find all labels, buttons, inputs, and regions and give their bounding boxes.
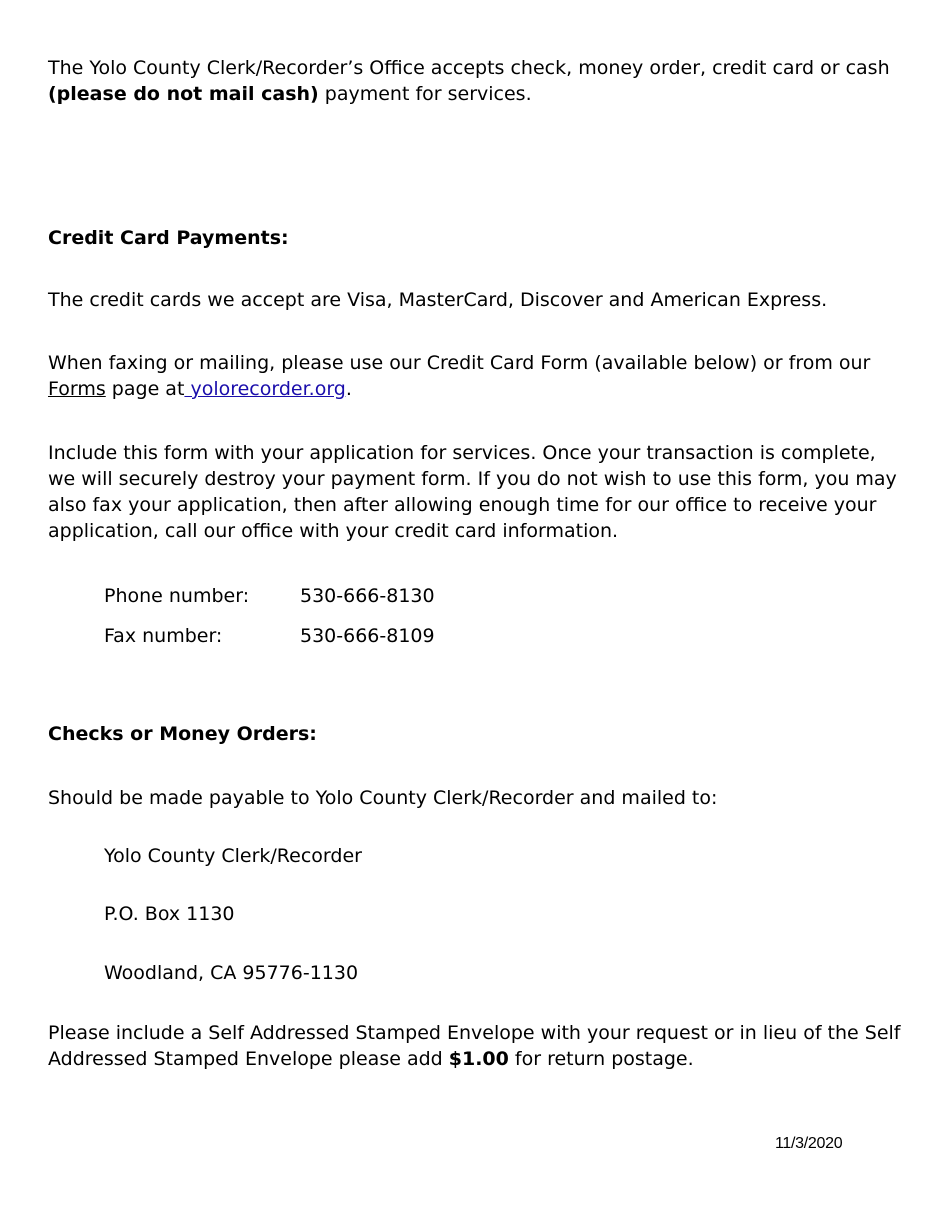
address-line-3: Woodland, CA 95776-1130 bbox=[104, 962, 359, 984]
period: . bbox=[345, 378, 352, 400]
include-form-paragraph: Include this form with your application for services. Once your transaction is complete, we will securely destroy your payment form. If you do not wish to use this form, you may also fax your application, then after allowing enough time for our office to receive your application, call our office with your credit card information. bbox=[48, 442, 897, 542]
credit-card-heading: Credit Card Payments: bbox=[48, 227, 289, 249]
page-at-text: page at bbox=[105, 378, 185, 400]
sase-amount: $1.00 bbox=[448, 1048, 509, 1070]
phone-label: Phone number: bbox=[104, 585, 250, 607]
intro-after: payment for services. bbox=[318, 83, 532, 105]
forms-link[interactable]: Forms bbox=[48, 378, 106, 400]
payable-paragraph: Should be made payable to Yolo County Clerk/Recorder and mailed to: bbox=[48, 787, 718, 809]
footer-date: 11/3/2020 bbox=[775, 1135, 843, 1152]
accepted-cards-paragraph: The credit cards we accept are Visa, MasterCard, Discover and American Express. bbox=[48, 289, 828, 311]
phone-row bbox=[104, 583, 435, 609]
intro-bold-warning: (please do not mail cash) bbox=[48, 83, 319, 105]
fax-label: Fax number: bbox=[104, 625, 223, 647]
sase-paragraph bbox=[48, 1020, 908, 1072]
sase-after: for return postage. bbox=[508, 1048, 694, 1070]
yolorecorder-link[interactable]: yolorecorder.org bbox=[184, 378, 346, 400]
address-line-2: P.O. Box 1130 bbox=[104, 903, 235, 925]
intro-paragraph bbox=[48, 55, 908, 107]
faxing-paragraph bbox=[48, 350, 908, 402]
fax-row bbox=[104, 623, 435, 649]
phone-value: 530-666-8130 bbox=[300, 585, 435, 607]
checks-heading: Checks or Money Orders: bbox=[48, 723, 317, 745]
faxing-text: When faxing or mailing, please use our Credit Card Form (available below) or from our bbox=[48, 352, 871, 374]
address-line-1: Yolo County Clerk/Recorder bbox=[104, 845, 362, 867]
intro-text: The Yolo County Clerk/Recorder’s Office accepts check, money order, credit card or cash bbox=[48, 57, 890, 79]
sase-text: Please include a Self Addressed Stamped Envelope with your request or in lieu of the Self Addressed Stamped Envelope please add bbox=[48, 1022, 901, 1070]
fax-value: 530-666-8109 bbox=[300, 625, 435, 647]
